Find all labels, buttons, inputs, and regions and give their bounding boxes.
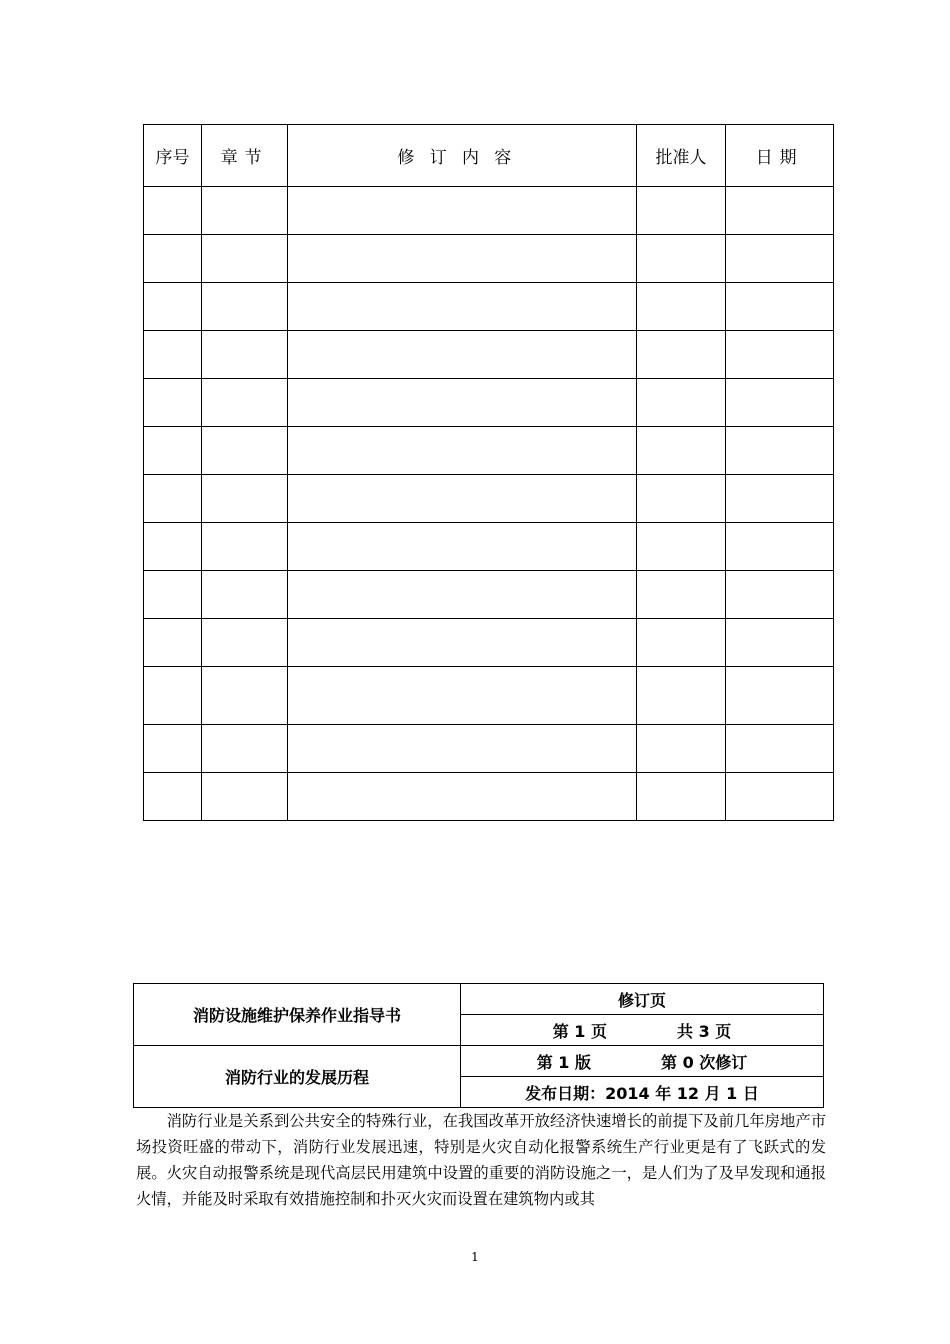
table-cell: [637, 523, 726, 571]
table-cell: [202, 773, 288, 821]
table-cell: [726, 235, 834, 283]
table-cell: [726, 475, 834, 523]
table-cell: [288, 427, 637, 475]
table-cell: [288, 773, 637, 821]
table-cell: [202, 475, 288, 523]
table-cell: [637, 331, 726, 379]
table-cell: [726, 283, 834, 331]
table-cell: [202, 725, 288, 773]
document-title: 消防设施维护保养作业指导书: [134, 984, 461, 1046]
edition-label: 第 1 版: [536, 1052, 591, 1072]
table-cell: [726, 427, 834, 475]
publish-date: 发布日期：2014 年 12 月 1 日: [461, 1077, 824, 1108]
header-content: 修订内容: [288, 125, 637, 187]
table-cell: [288, 571, 637, 619]
table-row: [144, 283, 834, 331]
table-cell: [726, 725, 834, 773]
table-row: [144, 187, 834, 235]
table-cell: [144, 523, 202, 571]
edition-cell: [461, 1046, 824, 1077]
table-cell: [144, 427, 202, 475]
table-row: [144, 331, 834, 379]
table-cell: [637, 773, 726, 821]
header-seq: 序号: [144, 125, 202, 187]
table-cell: [144, 725, 202, 773]
table-row: [144, 571, 834, 619]
table-cell: [202, 331, 288, 379]
table-cell: [144, 571, 202, 619]
table-cell: [288, 523, 637, 571]
table-cell: [726, 619, 834, 667]
revision-table: [143, 124, 834, 821]
revision-label: 第 0 次修订: [661, 1052, 748, 1072]
table-cell: [144, 187, 202, 235]
table-cell: [726, 379, 834, 427]
table-cell: [202, 187, 288, 235]
table-row: [144, 523, 834, 571]
table-cell: [288, 725, 637, 773]
header-date: 日期: [726, 125, 834, 187]
table-cell: [288, 619, 637, 667]
table-row: [144, 667, 834, 725]
table-cell: [637, 379, 726, 427]
table-cell: [202, 235, 288, 283]
table-row: [144, 619, 834, 667]
table-cell: [144, 379, 202, 427]
table-cell: [726, 187, 834, 235]
table-cell: [637, 475, 726, 523]
table-cell: [288, 379, 637, 427]
table-cell: [288, 283, 637, 331]
table-row: [144, 379, 834, 427]
table-cell: [202, 427, 288, 475]
table-cell: [726, 667, 834, 725]
table-cell: [288, 235, 637, 283]
page-number-label: 第 1 页: [552, 1021, 607, 1041]
table-cell: [144, 331, 202, 379]
table-row: [144, 773, 834, 821]
table-cell: [637, 235, 726, 283]
page-number: 1: [471, 1250, 479, 1264]
table-cell: [202, 571, 288, 619]
table-cell: [202, 379, 288, 427]
table-cell: [637, 667, 726, 725]
table-cell: [637, 725, 726, 773]
table-cell: [288, 331, 637, 379]
page-count-cell: [461, 1015, 824, 1046]
table-cell: [726, 571, 834, 619]
table-cell: [144, 283, 202, 331]
table-row: [144, 427, 834, 475]
table-cell: [202, 619, 288, 667]
table-cell: [637, 571, 726, 619]
table-cell: [202, 283, 288, 331]
revision-table-header-row: [144, 125, 834, 187]
table-cell: [144, 619, 202, 667]
table-cell: [726, 523, 834, 571]
table-cell: [288, 667, 637, 725]
table-row: [144, 475, 834, 523]
table-cell: [144, 235, 202, 283]
section-title: 消防行业的发展历程: [134, 1046, 461, 1108]
table-row: [144, 235, 834, 283]
table-cell: [288, 187, 637, 235]
table-cell: [726, 773, 834, 821]
table-cell: [288, 475, 637, 523]
table-cell: [144, 475, 202, 523]
table-cell: [637, 187, 726, 235]
page-total-label: 共 3 页: [677, 1021, 732, 1041]
table-row: [144, 725, 834, 773]
header-approver: 批准人: [637, 125, 726, 187]
table-cell: [144, 773, 202, 821]
table-cell: [637, 283, 726, 331]
table-cell: [202, 667, 288, 725]
header-chapter: 章节: [202, 125, 288, 187]
document-header-block: [133, 983, 824, 1108]
table-cell: [637, 427, 726, 475]
table-cell: [637, 619, 726, 667]
body-paragraph: 消防行业是关系到公共安全的特殊行业，在我国改革开放经济快速增长的前提下及前几年房地产市场投资旺盛的带动下，消防行业发展迅速，特别是火灾自动化报警系统生产行业更是有了飞跃式的发展。火灾自动报警系统是现代高层民用建筑中设置的重要的消防设施之一，是人们为了及早发现和通报火情，并能及时采取有效措施控制和扑灭火灾而设置在建筑物内或其: [136, 1112, 826, 1208]
table-cell: [144, 667, 202, 725]
page-type-label: 修订页: [461, 984, 824, 1015]
table-cell: [202, 523, 288, 571]
table-cell: [726, 331, 834, 379]
